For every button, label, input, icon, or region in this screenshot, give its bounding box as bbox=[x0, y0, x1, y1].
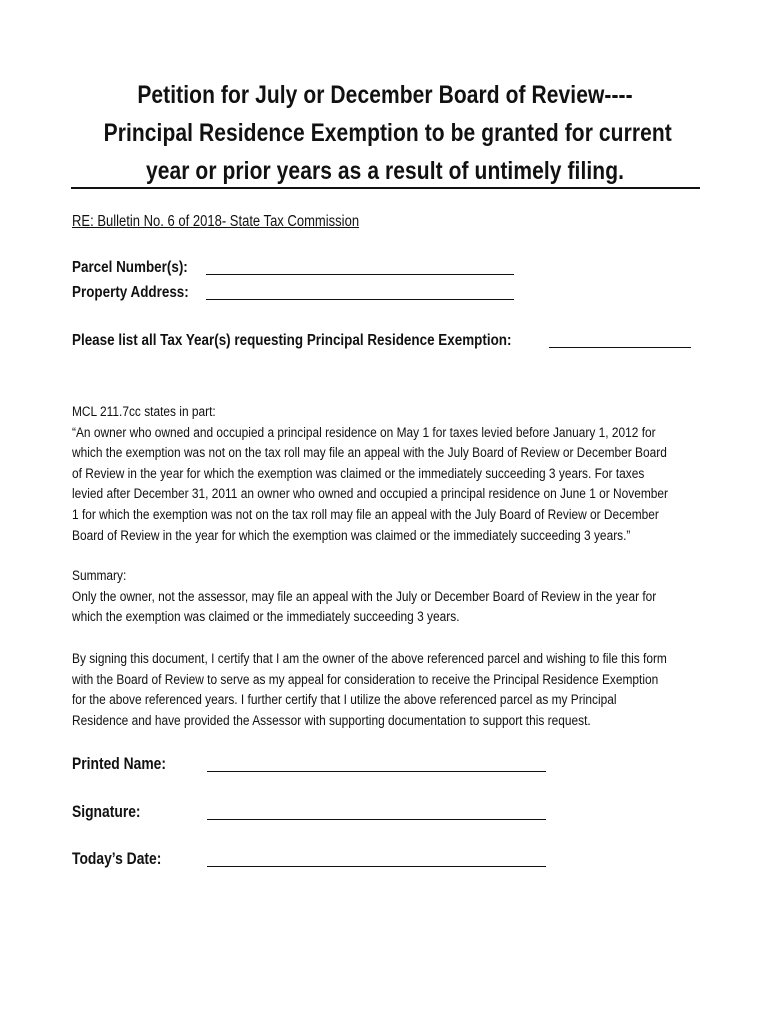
form-title bbox=[103, 76, 672, 190]
date-label: Today’s Date: bbox=[72, 850, 162, 868]
mcl-quote-section bbox=[72, 402, 685, 546]
summary-line: which the exemption was claimed or the immediately succeeding 3 years. bbox=[72, 609, 460, 626]
certification-section bbox=[72, 649, 685, 731]
summary-section bbox=[72, 566, 685, 628]
mcl-line: “An owner who owned and occupied a principal residence on May 1 for taxes levied before January 1, 2012 for bbox=[72, 424, 656, 441]
mcl-heading: MCL 211.7cc states in part: bbox=[72, 404, 216, 420]
mcl-line: 1 for which the exemption was not on the tax roll may file an appeal with the July Board of Review or December bbox=[72, 506, 659, 523]
printed-name-label: Printed Name: bbox=[72, 755, 166, 773]
date-field[interactable] bbox=[207, 866, 546, 867]
property-address-field[interactable] bbox=[206, 299, 514, 300]
mcl-line: of Review in the year for which the exemption was claimed or the immediately succeeding 3 years. For taxes bbox=[72, 465, 645, 482]
title-divider bbox=[71, 187, 700, 189]
parcel-number-field[interactable] bbox=[206, 274, 514, 275]
summary-heading: Summary: bbox=[72, 568, 127, 584]
signature-field[interactable] bbox=[207, 819, 546, 820]
mcl-line: levied after December 31, 2011 an owner who owned and occupied a principal residence on June 1 or November bbox=[72, 486, 669, 503]
property-address-label: Property Address: bbox=[72, 284, 189, 301]
tax-years-label: Please list all Tax Year(s) requesting Principal Residence Exemption: bbox=[72, 332, 512, 349]
mcl-line: which the exemption was not on the tax roll may file an appeal with the July Board of Review or December Board bbox=[72, 445, 667, 462]
certification-line: with the Board of Review to serve as my appeal for consideration to receive the Principal Residence Exemption bbox=[72, 671, 659, 688]
title-line-3: year or prior years as a result of untimely filing. bbox=[145, 157, 625, 185]
certification-line: for the above referenced years. I further certify that I utilize the above referenced parcel as my Principal bbox=[72, 692, 617, 709]
tax-years-field[interactable] bbox=[549, 347, 691, 348]
signature-label: Signature: bbox=[72, 803, 141, 821]
certification-line: Residence and have provided the Assessor with supporting documentation to support this request. bbox=[72, 712, 591, 729]
certification-line: By signing this document, I certify that I am the owner of the above referenced parcel and wishing to file this form bbox=[72, 651, 667, 667]
mcl-line: Board of Review in the year for which the exemption was claimed or the immediately succeeding 3 years.” bbox=[72, 527, 631, 544]
title-line-1: Petition for July or December Board of Review---- bbox=[137, 81, 633, 109]
parcel-number-label: Parcel Number(s): bbox=[72, 259, 188, 276]
title-line-2: Principal Residence Exemption to be granted for current bbox=[103, 119, 672, 147]
printed-name-field[interactable] bbox=[207, 771, 546, 772]
summary-line: Only the owner, not the assessor, may file an appeal with the July or December Board of Review in the year for bbox=[72, 588, 657, 605]
bulletin-reference: RE: Bulletin No. 6 of 2018- State Tax Commission bbox=[72, 213, 360, 230]
